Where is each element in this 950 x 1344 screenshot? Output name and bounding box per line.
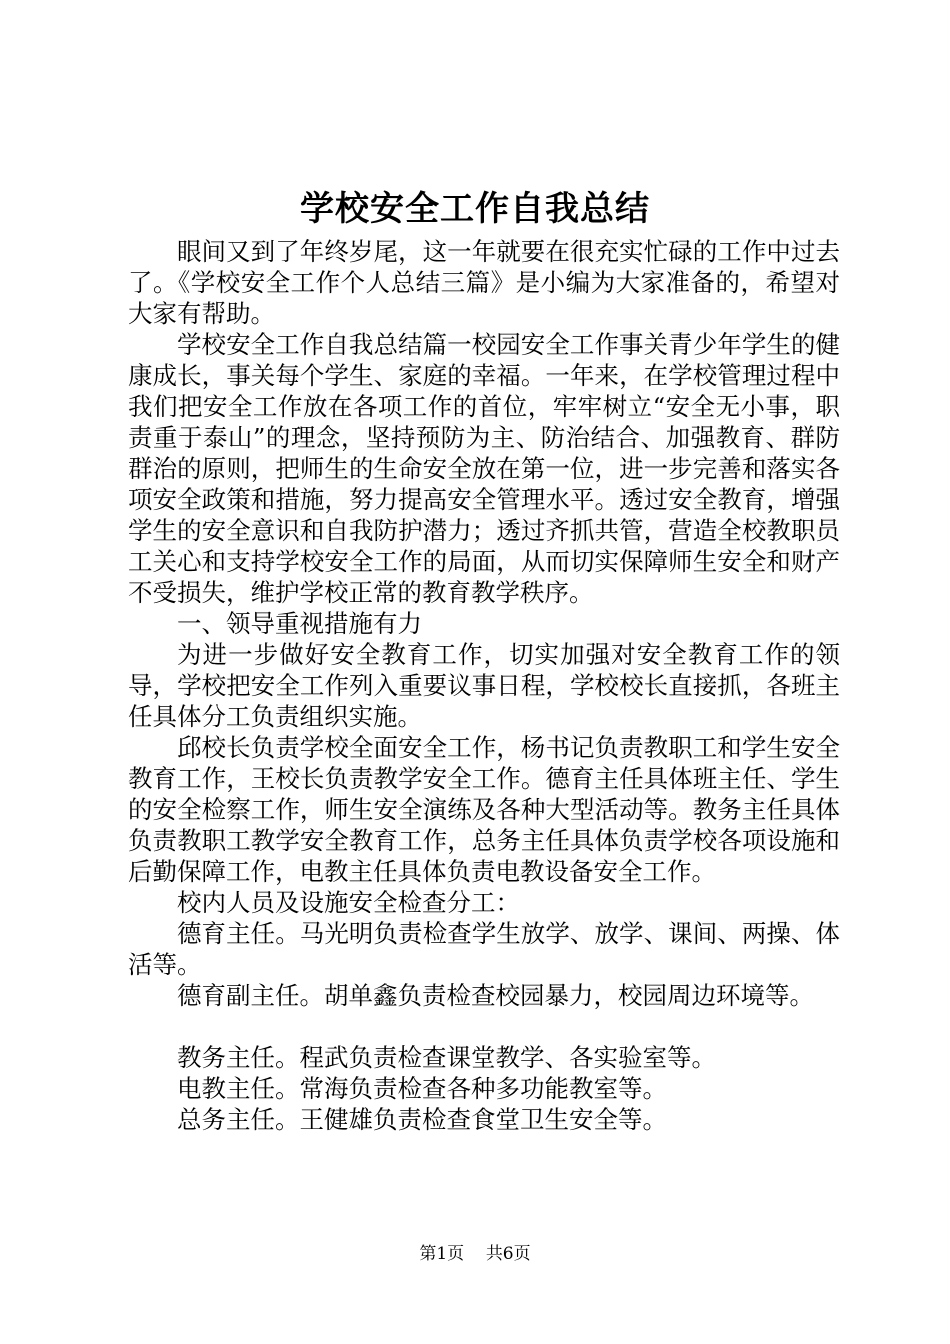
paragraph-media-director: 电教主任。常海负责检查各种多功能教室等。 (177, 1074, 667, 1103)
paragraph-moral-deputy: 德育副主任。胡单鑫负责检查校园暴力，校园周边环境等。 (177, 981, 814, 1010)
paragraph-part-one: 学校安全工作自我总结篇一校园安全工作事关青少年学生的健康成长，事关每个学生、家庭的幸福。一年来，在学校管理过程中我们把安全工作放在各项工作的首位，牢牢树立“安全无小事，职责重于泰山”的理念，坚持预防为主、防治结合、加强教育、群防群治的原则，把师生的生命安全放在第一位，进一步完善和落实各项安全政策和措施，努力提高安全管理水平。透过安全教育，增强学生的安全意识和自我防护潜力；透过齐抓共管，营造全校教职员工关心和支持学校安全工作的局面，从而切实保障师生安全和财产不受损失，维护学校正常的教育教学秩序。 (128, 330, 840, 607)
paragraph-academic-director: 教务主任。程武负责检查课堂教学、各实验室等。 (177, 1043, 716, 1072)
page-footer (0, 1242, 950, 1266)
section-heading-leadership: 一、领导重视措施有力 (177, 609, 422, 638)
paragraph-moral-director: 德育主任。马光明负责检查学生放学、放学、课间、两操、体活等。 (128, 919, 840, 979)
page-number: 第1页 (419, 1244, 465, 1264)
paragraph-general-affairs: 总务主任。王健雄负责检查食堂卫生安全等。 (177, 1105, 667, 1134)
paragraph-responsibilities: 邱校长负责学校全面安全工作，杨书记负责教职工和学生安全教育工作，王校长负责教学安全工作。德育主任具体班主任、学生的安全检察工作，师生安全演练及各种大型活动等。教务主任具体负责教职工教学安全教育工作，总务主任具体负责学校各项设施和后勤保障工作，电教主任具体负责电教设备安全工作。 (128, 733, 840, 886)
document-title: 学校安全工作自我总结 (300, 189, 650, 229)
document-body (128, 236, 840, 1135)
paragraph-intro: 眼间又到了年终岁尾，这一年就要在很充实忙碌的工作中过去了。《学校安全工作个人总结三篇》是小编为大家准备的，希望对大家有帮助。 (128, 237, 840, 328)
blank-line (128, 1011, 840, 1042)
paragraph-inspection-heading: 校内人员及设施安全检查分工： (177, 888, 520, 917)
paragraph-leadership: 为进一步做好安全教育工作，切实加强对安全教育工作的领导，学校把安全工作列入重要议事日程，学校校长直接抓，各班主任具体分工负责组织实施。 (128, 640, 840, 731)
page-total: 共6页 (485, 1244, 531, 1264)
